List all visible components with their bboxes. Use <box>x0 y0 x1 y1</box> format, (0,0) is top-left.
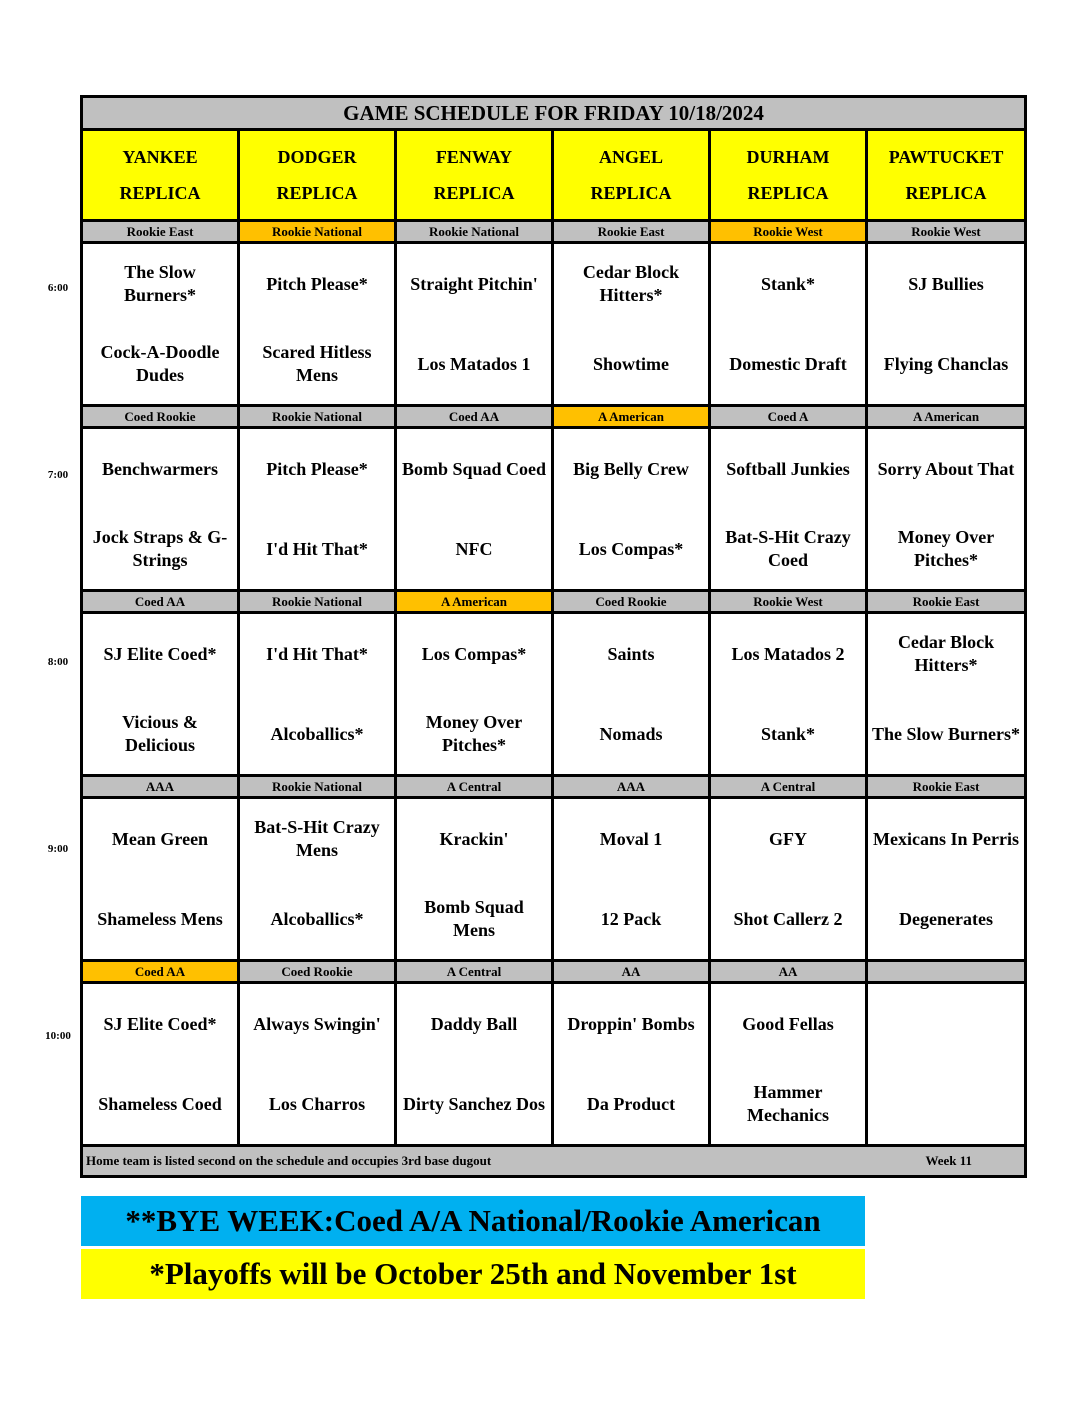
home-team: Bat-S-Hit Crazy Coed <box>725 527 851 570</box>
game-cell <box>396 428 553 591</box>
away-team: Droppin' Bombs <box>567 1013 695 1034</box>
division-label: Coed AA <box>396 406 553 428</box>
away-team: Always Swingin' <box>253 1013 381 1034</box>
field-name: YANKEE <box>122 147 198 167</box>
away-team: Saints <box>607 643 655 664</box>
away-team: Mean Green <box>111 828 209 849</box>
away-team: Stank* <box>760 273 816 294</box>
away-team: SJ Bullies <box>908 273 984 294</box>
home-team: Degenerates <box>899 908 994 929</box>
game-cell <box>867 243 1026 406</box>
game-cell <box>867 428 1026 591</box>
field-subtitle: REPLICA <box>747 183 829 203</box>
away-team <box>868 984 1024 1064</box>
field-subtitle: REPLICA <box>119 183 201 203</box>
home-team: Nomads <box>599 723 663 744</box>
division-label: A American <box>867 406 1026 428</box>
away-team: Pitch Please* <box>266 458 368 479</box>
division-label: A American <box>396 591 553 613</box>
away-team: Sorry About That <box>877 458 1015 479</box>
away-team: The Slow Burners* <box>124 262 196 305</box>
away-team: Bomb Squad Coed <box>401 458 547 479</box>
game-cell <box>710 798 867 961</box>
game-cell <box>867 983 1026 1146</box>
field-name: ANGEL <box>598 147 663 167</box>
field-subtitle: REPLICA <box>433 183 515 203</box>
home-team: Bomb Squad Mens <box>424 897 524 940</box>
division-label: Rookie West <box>867 221 1026 243</box>
division-label: Coed Rookie <box>82 406 239 428</box>
game-cell <box>710 243 867 406</box>
away-team: I'd Hit That* <box>266 643 368 664</box>
division-label: Rookie East <box>867 776 1026 798</box>
away-team: Straight Pitchin' <box>410 273 538 294</box>
division-label: A Central <box>710 776 867 798</box>
away-team: Good Fellas <box>742 1013 834 1034</box>
division-label: AAA <box>82 776 239 798</box>
home-team: Showtime <box>593 353 669 374</box>
game-cell <box>239 798 396 961</box>
game-cell <box>239 243 396 406</box>
division-label: Rookie National <box>239 221 396 243</box>
home-team: Money Over Pitches* <box>425 712 523 755</box>
division-label <box>867 961 1026 983</box>
away-team: Daddy Ball <box>430 1013 518 1034</box>
away-team: Mexicans In Perris <box>873 828 1020 849</box>
division-label: Rookie National <box>239 776 396 798</box>
home-team: Los Compas* <box>578 538 684 559</box>
home-team: Jock Straps & G-Strings <box>92 527 228 570</box>
home-team <box>868 1064 1024 1144</box>
game-cell <box>710 983 867 1146</box>
home-team: Los Charros <box>268 1093 366 1114</box>
field-header <box>710 130 867 221</box>
home-team: Dirty Sanchez Dos <box>403 1093 545 1114</box>
away-team: Pitch Please* <box>266 273 368 294</box>
field-header <box>867 130 1026 221</box>
home-team: The Slow Burners* <box>872 723 1021 744</box>
time-label: 6:00 <box>47 282 69 294</box>
game-cell <box>239 983 396 1146</box>
division-label: Rookie East <box>867 591 1026 613</box>
field-header <box>82 130 239 221</box>
schedule-table <box>80 95 1027 1178</box>
game-cell <box>396 243 553 406</box>
field-header <box>396 130 553 221</box>
game-cell <box>553 428 710 591</box>
game-cell <box>82 243 239 406</box>
home-team: Da Product <box>586 1093 676 1114</box>
game-cell <box>82 613 239 776</box>
away-team: Cedar Block Hitters* <box>897 632 995 675</box>
game-cell <box>710 613 867 776</box>
game-cell <box>553 243 710 406</box>
game-cell <box>553 613 710 776</box>
home-team: NFC <box>455 538 493 559</box>
away-team: GFY <box>769 828 807 849</box>
division-label: Rookie West <box>710 221 867 243</box>
home-team: Los Matados 1 <box>417 353 531 374</box>
away-team: Krackin' <box>439 828 509 849</box>
game-cell <box>867 613 1026 776</box>
playoffs-banner: *Playoffs will be October 25th and November 1st <box>81 1249 865 1299</box>
game-cell <box>396 983 553 1146</box>
away-team: Big Belly Crew <box>573 458 689 479</box>
home-team: Alcoballics* <box>270 723 364 744</box>
home-team: Money Over Pitches* <box>897 527 995 570</box>
footer-row <box>82 1146 1026 1177</box>
field-header <box>239 130 396 221</box>
home-team: Vicious & Delicious <box>122 712 198 755</box>
field-subtitle: REPLICA <box>276 183 358 203</box>
division-label: AA <box>553 961 710 983</box>
division-label: Coed AA <box>82 591 239 613</box>
away-team: Benchwarmers <box>102 458 218 479</box>
away-team: Los Matados 2 <box>731 643 845 664</box>
division-label: Rookie National <box>396 221 553 243</box>
footer-note: Home team is listed second on the schedule and occupies 3rd base dugout <box>86 1153 492 1168</box>
away-team: Cedar Block Hitters* <box>582 262 680 305</box>
away-team: SJ Elite Coed* <box>103 1013 217 1034</box>
division-label: Coed A <box>710 406 867 428</box>
time-label: 7:00 <box>47 469 69 481</box>
field-subtitle: REPLICA <box>590 183 672 203</box>
game-cell <box>82 983 239 1146</box>
division-label: Coed Rookie <box>553 591 710 613</box>
division-label: Coed Rookie <box>239 961 396 983</box>
division-label: AAA <box>553 776 710 798</box>
home-team: Shameless Coed <box>98 1093 222 1114</box>
division-label: A Central <box>396 961 553 983</box>
field-name: DODGER <box>277 147 357 167</box>
field-header <box>553 130 710 221</box>
game-cell <box>239 428 396 591</box>
division-label: A Central <box>396 776 553 798</box>
game-cell <box>553 798 710 961</box>
field-subtitle: REPLICA <box>905 183 987 203</box>
time-label: 10:00 <box>45 1030 71 1042</box>
division-label: Rookie East <box>553 221 710 243</box>
home-team: Domestic Draft <box>729 353 847 374</box>
division-label: Rookie East <box>82 221 239 243</box>
field-name: DURHAM <box>746 147 830 167</box>
away-team: Bat-S-Hit Crazy Mens <box>254 817 380 860</box>
home-team: I'd Hit That* <box>266 538 368 559</box>
division-label: Rookie National <box>239 406 396 428</box>
home-team: Cock-A-Doodle Dudes <box>100 342 220 385</box>
division-label: Rookie West <box>710 591 867 613</box>
time-label: 9:00 <box>47 843 69 855</box>
field-name: PAWTUCKET <box>888 147 1004 167</box>
time-label: 8:00 <box>47 656 69 668</box>
home-team: 12 Pack <box>600 908 662 929</box>
game-cell <box>710 428 867 591</box>
home-team: Shot Callerz 2 <box>733 908 843 929</box>
home-team: Scared Hitless Mens <box>262 342 372 385</box>
away-team: SJ Elite Coed* <box>103 643 217 664</box>
field-name: FENWAY <box>435 147 513 167</box>
division-label: AA <box>710 961 867 983</box>
game-cell <box>867 798 1026 961</box>
away-team: Softball Junkies <box>726 458 850 479</box>
division-label: Rookie National <box>239 591 396 613</box>
game-cell <box>82 798 239 961</box>
home-team: Shameless Mens <box>97 908 223 929</box>
game-cell <box>239 613 396 776</box>
home-team: Alcoballics* <box>270 908 364 929</box>
game-cell <box>396 798 553 961</box>
away-team: Los Compas* <box>421 643 527 664</box>
home-team: Hammer Mechanics <box>747 1082 829 1125</box>
division-label: Coed AA <box>82 961 239 983</box>
division-label: A American <box>553 406 710 428</box>
game-cell <box>553 983 710 1146</box>
schedule-title: GAME SCHEDULE FOR FRIDAY 10/18/2024 <box>82 97 1026 130</box>
game-cell <box>82 428 239 591</box>
week-label: Week 11 <box>925 1153 973 1168</box>
bye-week-banner: **BYE WEEK:Coed A/A National/Rookie American <box>81 1196 865 1246</box>
away-team: Moval 1 <box>599 828 663 849</box>
home-team: Flying Chanclas <box>883 353 1009 374</box>
game-cell <box>396 613 553 776</box>
home-team: Stank* <box>760 723 816 744</box>
